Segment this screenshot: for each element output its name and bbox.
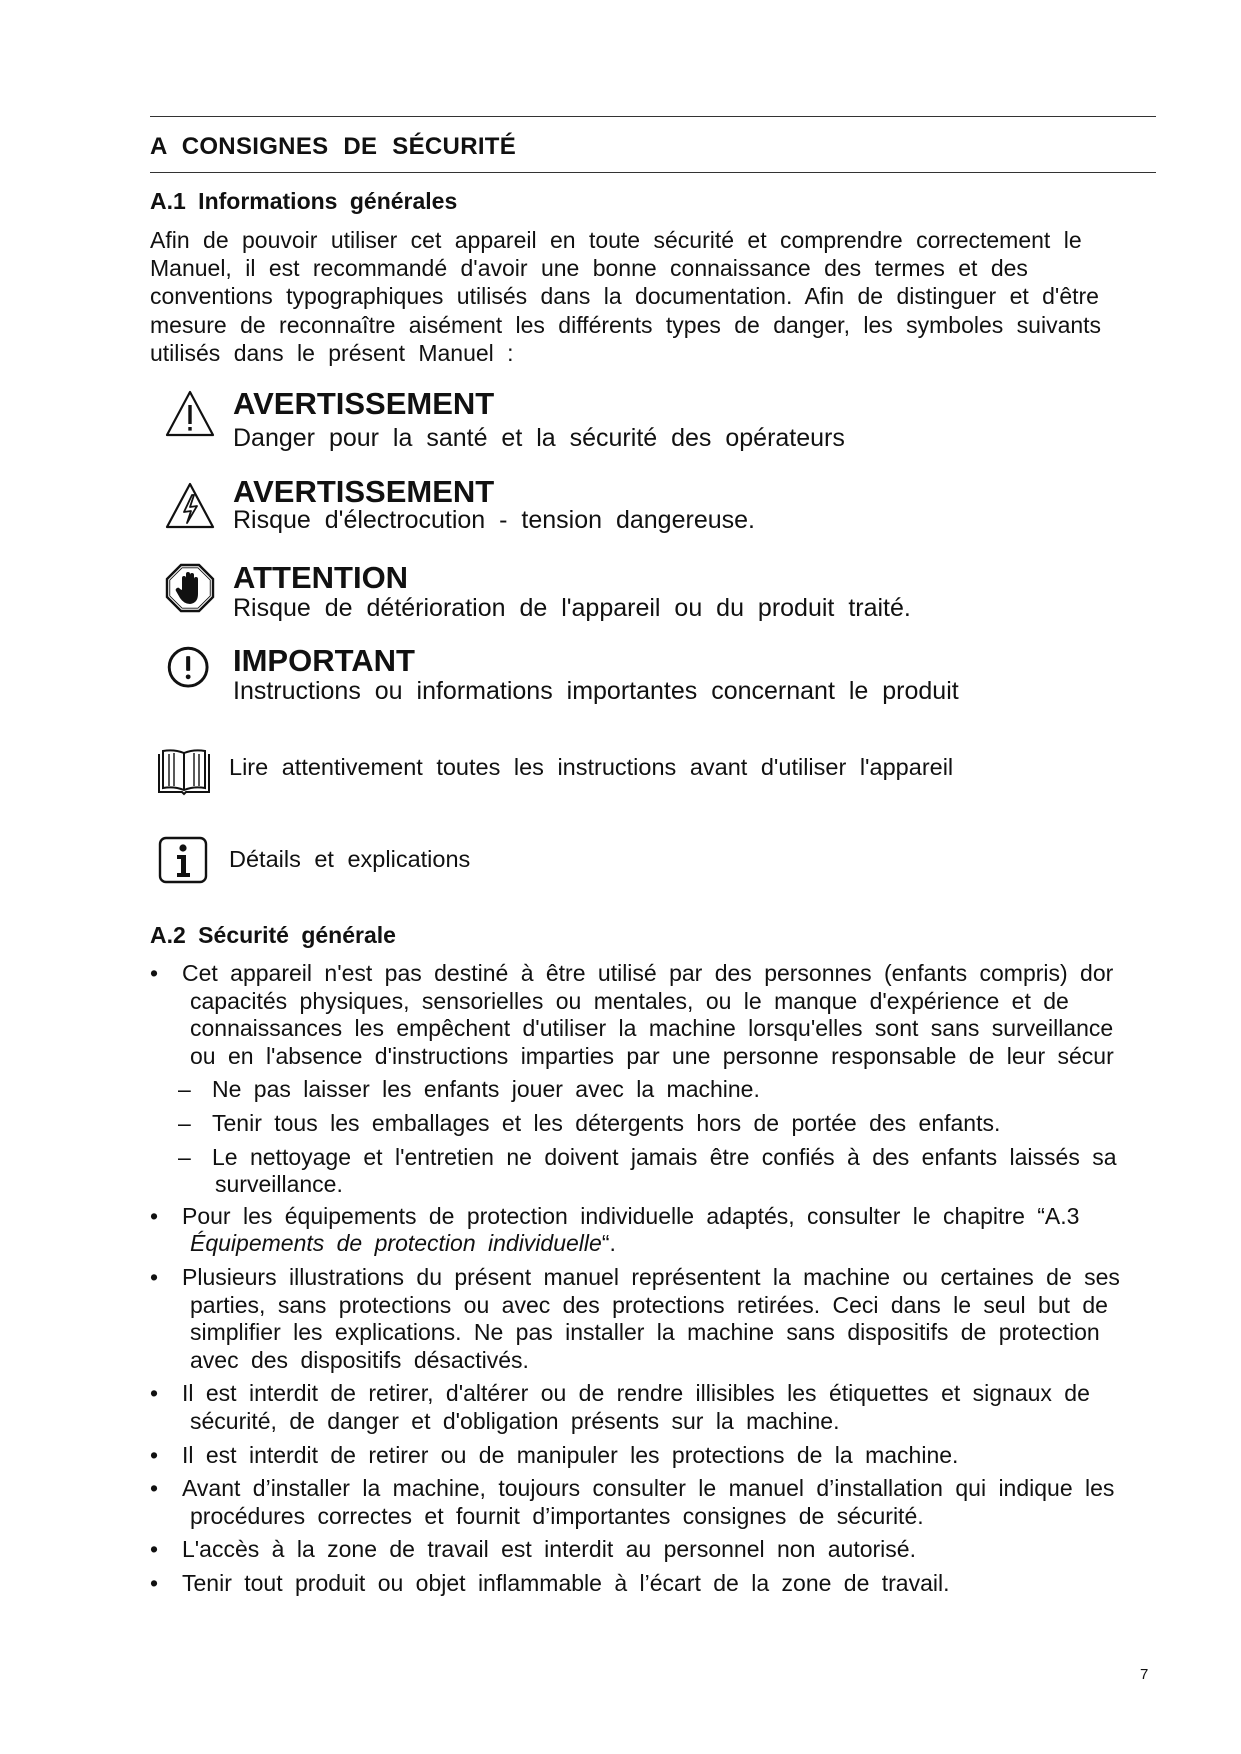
list-line: parties, sans protections ou avec des protections retirées. Ceci dans le seul but de xyxy=(190,1291,1108,1318)
list-item xyxy=(150,1264,1210,1374)
list-item xyxy=(150,1442,1210,1470)
sub-list-item xyxy=(150,1110,1210,1138)
book-icon xyxy=(156,748,212,796)
read-manual-note xyxy=(150,748,1050,804)
list-line: procédures correctes et fournit d’importantes consignes de sécurité. xyxy=(190,1502,924,1529)
intro-line: Manuel, il est recommandé d'avoir une bonne connaissance des termes et des xyxy=(150,255,1028,282)
page-number: 7 xyxy=(1140,1666,1149,1683)
subsection-title-general-safety: A.2 Sécurité générale xyxy=(150,922,396,948)
list-line: ou en l'absence d'instructions imparties par une personne responsable de leur sécur xyxy=(190,1042,1114,1069)
sub-list-item xyxy=(150,1076,1210,1104)
list-line: • Il est interdit de retirer ou de manipuler les protections de la machine. xyxy=(182,1441,959,1468)
intro-line: conventions typographiques utilisés dans la documentation. Afin de distinguer et d'être xyxy=(150,283,1099,310)
list-line: simplifier les explications. Ne pas installer la machine sans dispositifs de protection xyxy=(190,1319,1100,1346)
symbol-title: AVERTISSEMENT xyxy=(233,474,495,509)
symbol-description: Instructions ou informations importantes concernant le produit xyxy=(233,677,959,705)
list-item xyxy=(150,1380,1210,1435)
electrical-hazard-icon xyxy=(164,480,216,532)
list-line: • Il est interdit de retirer, d'altérer ou de rendre illisibles les étiquettes et signaux de xyxy=(182,1380,1090,1407)
info-icon xyxy=(158,836,210,884)
warning-triangle-icon xyxy=(164,388,216,440)
symbol-description: Danger pour la santé et la sécurité des opérateurs xyxy=(233,424,845,452)
list-line: • Cet appareil n'est pas destiné à être utilisé par des personnes (enfants compris) dor xyxy=(182,960,1114,986)
list-line: • L'accès à la zone de travail est interdit au personnel non autorisé. xyxy=(182,1536,916,1563)
closing-quote: “. xyxy=(601,1230,616,1257)
section-title: A CONSIGNES DE SÉCURITÉ xyxy=(150,133,517,160)
list-line: • Avant d’installer la machine, toujours consulter le manuel d’installation qui indique les xyxy=(182,1475,1115,1502)
read-manual-text: Lire attentivement toutes les instructions avant d'utiliser l'appareil xyxy=(229,754,954,780)
stop-hand-icon xyxy=(164,562,216,614)
list-item xyxy=(150,960,1210,1070)
list-line: sécurité, de danger et d'obligation présents sur la machine. xyxy=(190,1407,840,1434)
intro-line: Afin de pouvoir utiliser cet appareil en toute sécurité et comprendre correctement le xyxy=(150,227,1082,253)
list-line: – Ne pas laisser les enfants jouer avec la machine. xyxy=(212,1076,760,1103)
symbol-description: Risque d'électrocution - tension dangereuse. xyxy=(233,506,755,534)
symbol-attention xyxy=(150,562,1050,632)
list-line: • Plusieurs illustrations du présent manuel représentent la machine ou certaines de ses xyxy=(182,1263,1120,1290)
chapter-reference: Équipements de protection individuelle xyxy=(190,1230,602,1257)
list-item xyxy=(150,1203,1210,1258)
list-line xyxy=(190,1230,1210,1258)
symbol-title: ATTENTION xyxy=(233,560,409,595)
section-rule xyxy=(150,172,1156,173)
top-rule xyxy=(150,116,1156,117)
list-line: avec des dispositifs désactivés. xyxy=(190,1346,529,1373)
list-item xyxy=(150,1570,1210,1598)
symbol-title: AVERTISSEMENT xyxy=(233,386,495,421)
symbol-electrical xyxy=(150,476,1050,546)
symbol-title: IMPORTANT xyxy=(233,643,415,678)
list-line: connaissances les empêchent d'utiliser la machine lorsqu'elles sont sans surveillance xyxy=(190,1015,1114,1042)
list-line: – Le nettoyage et l'entretien ne doivent jamais être confiés à des enfants laissés sa xyxy=(212,1143,1117,1170)
details-note xyxy=(150,836,1050,892)
subsection-title-general-info: A.1 Informations générales xyxy=(150,188,458,214)
list-line: • Pour les équipements de protection individuelle adaptés, consulter le chapitre “A.3 xyxy=(182,1202,1080,1229)
safety-list xyxy=(150,960,1210,1603)
symbol-description: Risque de détérioration de l'appareil ou du produit traité. xyxy=(233,594,911,622)
intro-line: mesure de reconnaître aisément les différents types de danger, les symboles suivants xyxy=(150,311,1102,338)
intro-paragraph xyxy=(150,226,1205,367)
list-item xyxy=(150,1536,1210,1564)
list-line: • Tenir tout produit ou objet inflammable à l’écart de la zone de travail. xyxy=(182,1569,950,1596)
symbol-important xyxy=(150,645,1050,715)
exclamation-circle-icon xyxy=(166,645,214,693)
list-item xyxy=(150,1475,1210,1530)
details-text: Détails et explications xyxy=(229,846,471,872)
intro-line: utilisés dans le présent Manuel : xyxy=(150,339,514,366)
symbol-warning xyxy=(150,388,1050,458)
sub-list-item xyxy=(150,1144,1210,1199)
list-line: surveillance. xyxy=(215,1171,343,1198)
list-line: – Tenir tous les emballages et les détergents hors de portée des enfants. xyxy=(212,1109,1001,1136)
list-line: capacités physiques, sensorielles ou mentales, ou le manque d'expérience et de xyxy=(190,987,1069,1014)
